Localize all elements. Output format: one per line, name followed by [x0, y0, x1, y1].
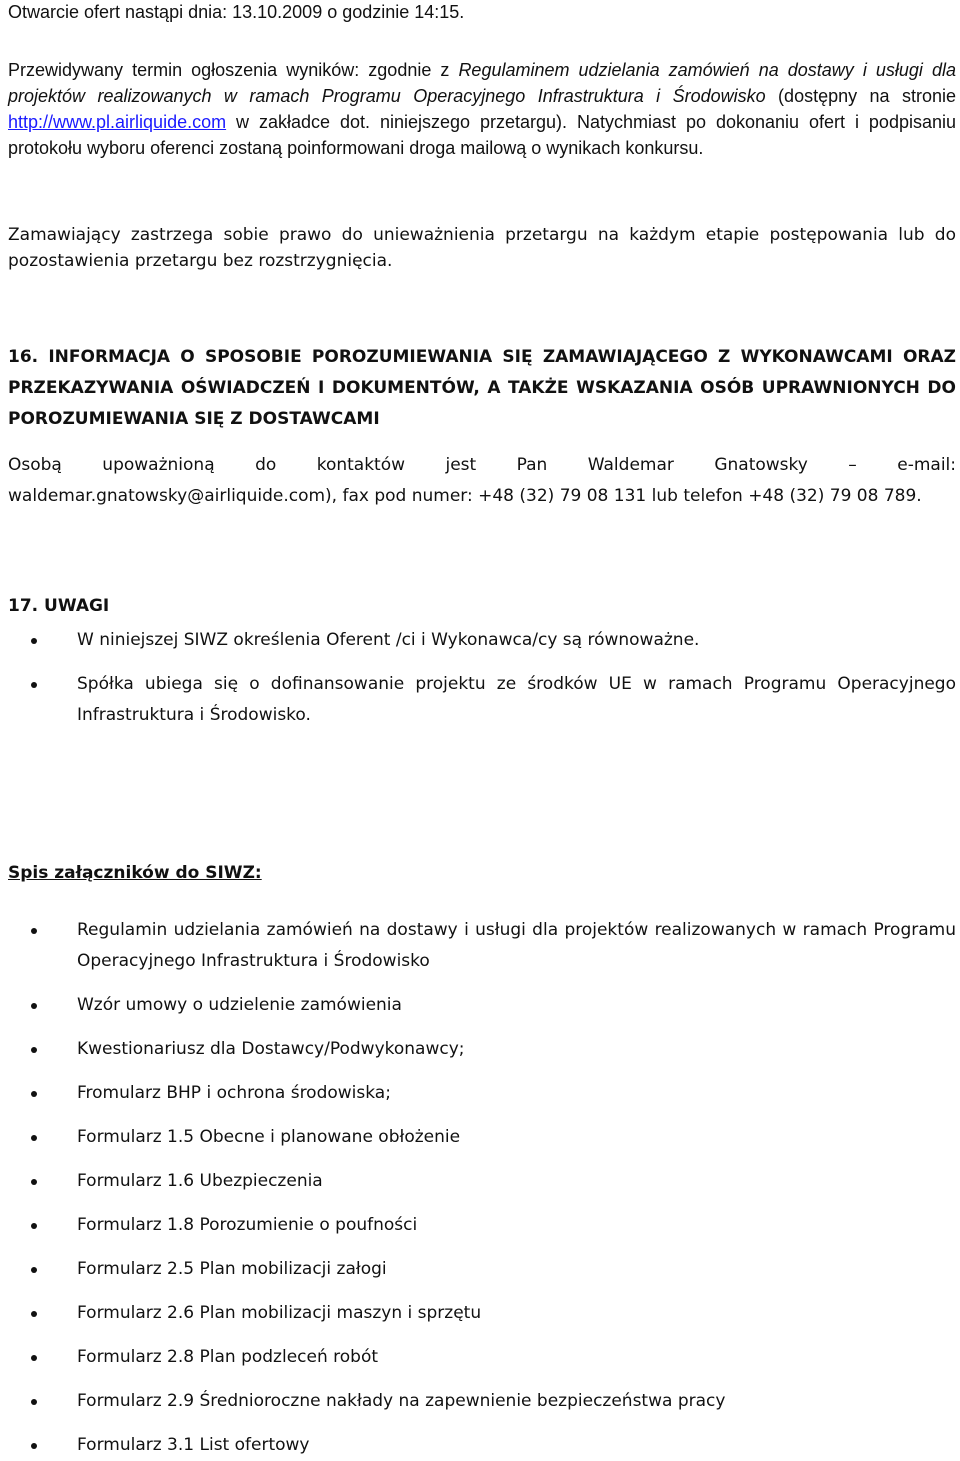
list-item: Formularz 1.8 Porozumienie o poufności [8, 1210, 956, 1241]
list-item: Formularz 1.5 Obecne i planowane obłożenie [8, 1122, 956, 1153]
attachments-list [8, 915, 956, 1461]
results-text-2: (dostępny na stronie [765, 86, 956, 106]
list-item: Formularz 2.6 Plan mobilizacji maszyn i sprzętu [8, 1298, 956, 1329]
opening-date-line: Otwarcie ofert nastąpi dnia: 13.10.2009 o godzinie 14:15. [8, 2, 465, 22]
list-item: Formularz 3.1 List ofertowy [8, 1430, 956, 1461]
list-item: W niniejszej SIWZ określenia Oferent /ci i Wykonawca/cy są równoważne. [8, 625, 956, 656]
results-paragraph [8, 57, 956, 161]
attachments-heading: Spis załączników do SIWZ: [8, 863, 262, 883]
regulation-title: Regulaminem udzielania zamówień na dostawy i usługi dla projektów realizowanych w ramach Programu Operacyjnego Infrastruktura i Środowisko [8, 60, 956, 106]
list-item: Kwestionariusz dla Dostawcy/Podwykonawcy; [8, 1034, 956, 1065]
list-item: Formularz 2.9 Średnioroczne nakłady na zapewnienie bezpieczeństwa pracy [8, 1386, 956, 1417]
results-text-1: Przewidywany termin ogłoszenia wyników: zgodnie z [8, 60, 459, 80]
uwagi-list [8, 625, 956, 731]
list-item: Fromularz BHP i ochrona środowiska; [8, 1078, 956, 1109]
list-item: Formularz 2.8 Plan podzleceń robót [8, 1342, 956, 1373]
list-item: Spółka ubiega się o dofinansowanie projektu ze środków UE w ramach Programu Operacyjnego Infrastruktura i Środowisko. [8, 669, 956, 731]
section-17-heading: 17. UWAGI [8, 596, 110, 616]
list-item: Formularz 2.5 Plan mobilizacji załogi [8, 1254, 956, 1285]
list-item: Regulamin udzielania zamówień na dostawy i usługi dla projektów realizowanych w ramach Programu Operacyjnego Infrastruktura i Środowisko [8, 915, 956, 977]
list-item: Formularz 1.6 Ubezpieczenia [8, 1166, 956, 1197]
results-text-3: w zakładce dot. niniejszego przetargu). Natychmiast po dokonaniu ofert i podpisaniu protokołu wyboru oferenci zostaną poinformowani droga mailową o wynikach konkursu. [8, 112, 956, 158]
contact-paragraph: Osobą upoważnioną do kontaktów jest Pan Waldemar Gnatowsky – e-mail: waldemar.gnatowsky@airliquide.com), fax pod numer: +48 (32) 79 08 131 lub telefon +48 (32) 79 08 789. [8, 455, 956, 506]
airliquide-link[interactable]: http://www.pl.airliquide.com [8, 112, 227, 132]
list-item: Wzór umowy o udzielenie zamówienia [8, 990, 956, 1021]
reserve-paragraph: Zamawiający zastrzega sobie prawo do unieważnienia przetargu na każdym etapie postępowania lub do pozostawienia przetargu bez rozstrzygnięcia. [8, 225, 956, 271]
section-16-heading: 16. INFORMACJA O SPOSOBIE POROZUMIEWANIA SIĘ ZAMAWIAJĄCEGO Z WYKONAWCAMI ORAZ PRZEKAZYWANIA OŚWIADCZEŃ I DOKUMENTÓW, A TAKŻE WSKAZANIA OSÓB UPRAWNIONYCH DO POROZUMIEWANIA SIĘ Z DOSTAWCAMI [8, 347, 956, 429]
